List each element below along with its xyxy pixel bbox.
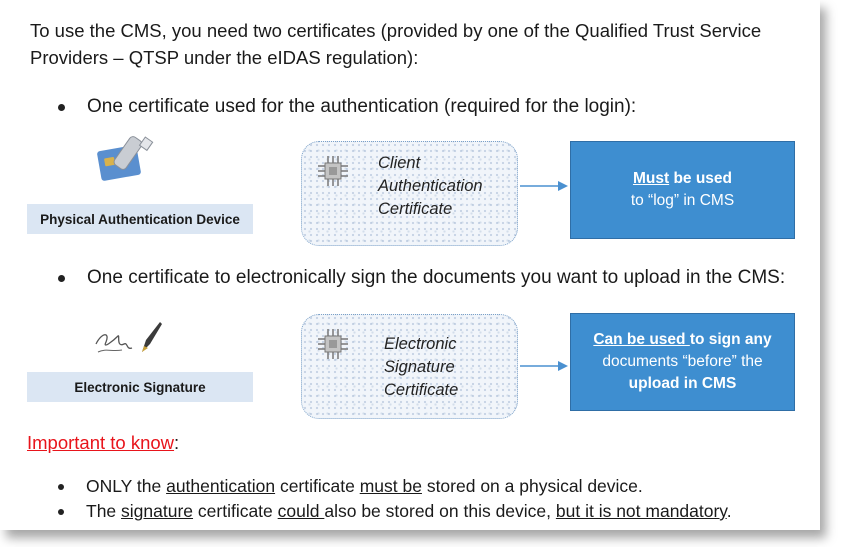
info-line-1 xyxy=(571,168,794,190)
info-box-authentication xyxy=(570,141,795,239)
important-colon: : xyxy=(174,432,180,453)
intro-paragraph xyxy=(30,17,800,71)
text-segment: stored on a physical device. xyxy=(421,476,643,496)
bullet-dot xyxy=(58,484,64,490)
chip-icon xyxy=(316,327,350,361)
text-segment: could xyxy=(277,501,325,521)
important-title: Important to know xyxy=(27,432,175,453)
info-line-1 xyxy=(571,329,794,351)
text-segment: certificate xyxy=(193,501,278,521)
bullet-dot xyxy=(58,275,65,282)
info-line-3: upload in CMS xyxy=(628,375,737,392)
arrow-right-icon xyxy=(520,180,568,192)
usb-card-icon xyxy=(95,128,157,190)
bullet-dot xyxy=(58,104,65,111)
intro-line-1: To use the CMS, you need two certificates (provided by one of the Qualified Trust Service xyxy=(30,20,762,41)
cert-line-3: Certificate xyxy=(378,200,453,218)
bullet-signature xyxy=(58,267,785,289)
device-label-signature: Electronic Signature xyxy=(27,372,253,402)
arrow-right-icon xyxy=(520,360,568,372)
bullet-dot xyxy=(58,509,64,515)
bullet-signature-text: One certificate to electronically sign the documents you want to upload in the CMS: xyxy=(87,267,786,288)
cert-box-client-authentication xyxy=(301,141,518,246)
cert-line-1: Electronic xyxy=(384,335,457,353)
text-segment: authentication xyxy=(166,476,276,496)
text-segment: ONLY the xyxy=(86,476,167,496)
chip-icon xyxy=(316,154,350,188)
text-segment: but it is not mandatory xyxy=(555,501,727,521)
info-line-2: to “log” in CMS xyxy=(630,192,735,209)
important-heading xyxy=(27,432,179,454)
text-segment: signature xyxy=(121,501,194,521)
cert-name xyxy=(384,333,458,402)
cert-name xyxy=(378,152,483,221)
must-text: Must xyxy=(632,170,670,187)
to-sign-any-text: to sign any xyxy=(689,331,772,348)
intro-line-2: Providers – QTSP under the eIDAS regulation): xyxy=(30,47,419,68)
important-bullet-2 xyxy=(58,501,732,522)
info-line-2: documents “before” the xyxy=(602,353,763,370)
important-bullet-1-text xyxy=(86,476,643,497)
device-label-authentication: Physical Authentication Device xyxy=(27,204,253,234)
text-segment: . xyxy=(726,501,732,521)
can-be-used-text: Can be used xyxy=(593,331,690,348)
text-segment: also be stored on this device, xyxy=(324,501,556,521)
cert-line-3: Certificate xyxy=(384,381,459,399)
cert-line-2: Authentication xyxy=(378,177,483,195)
cert-line-2: Signature xyxy=(384,358,455,376)
cert-box-electronic-signature xyxy=(301,314,518,419)
bullet-authentication xyxy=(58,96,636,118)
important-bullet-1 xyxy=(58,476,643,497)
be-used-text: be used xyxy=(669,170,733,187)
info-box-signature xyxy=(570,313,795,411)
cert-line-1: Client xyxy=(378,154,421,172)
text-segment: must be xyxy=(359,476,422,496)
text-segment: The xyxy=(86,501,122,521)
important-bullet-2-text xyxy=(86,501,732,522)
text-segment: certificate xyxy=(275,476,360,496)
bullet-authentication-text: One certificate used for the authentication (required for the login): xyxy=(87,96,637,117)
signature-pen-icon xyxy=(92,318,164,360)
